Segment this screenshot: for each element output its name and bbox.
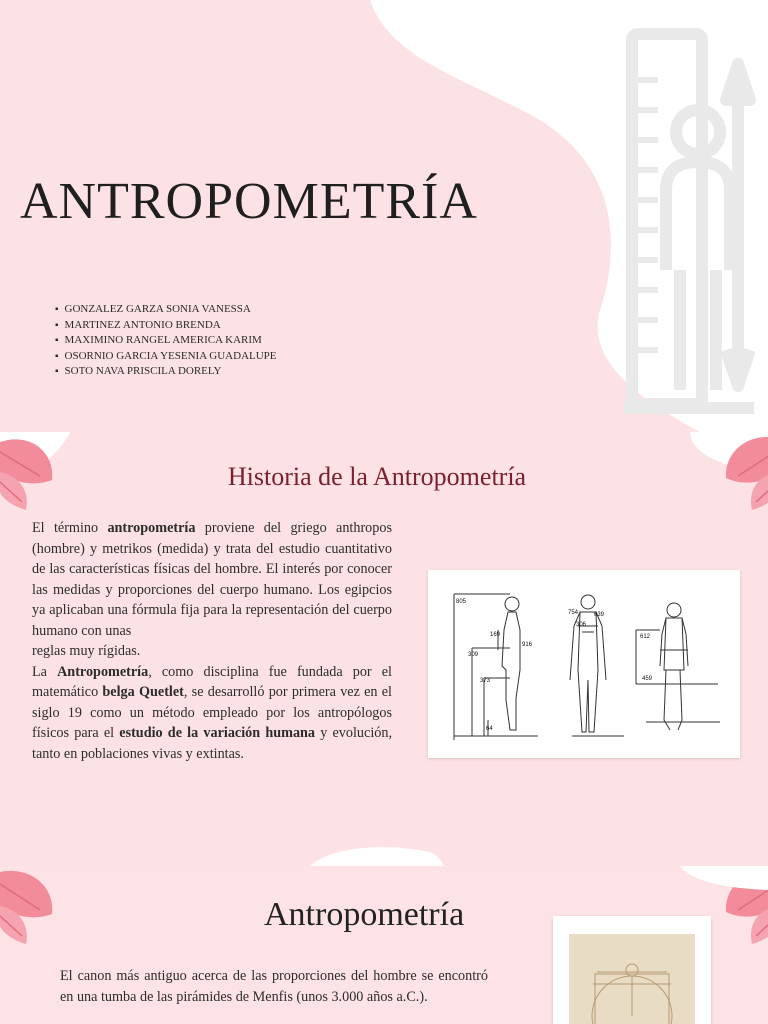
anthropometry-slide	[0, 866, 768, 1024]
dim-label: 64	[486, 726, 493, 732]
paragraph: El canon más antiguo acerca de las proporciones del hombre se encontró en una tumba de las pirámides de Menfis (unos 3.000 años a.C.).	[60, 968, 488, 1005]
title-slide	[0, 0, 768, 432]
dim-label: 309	[468, 652, 479, 658]
dim-label: 306	[576, 622, 587, 628]
history-text: El término antropometría proviene del griego anthropos (hombre) y metrikos (medida) y trata del estudio cuantitativo de las características físicas del hombre. El interés por conocer las medidas y proporciones del cuerpo humano. Los egipcios ya aplicaban una fórmula fija para la representación del cuerpo humano con unas reglas muy rígidas. La Antropometría, como disciplina fue fundada por el matemático belga Quetlet, se desarrolló por primera vez en el siglo 19 como un método empleado por los antropólogos físicos para el estudio de la variación humana y evolución, tanto en poblaciones vivas y extintas.	[32, 520, 392, 762]
dim-label: 373	[480, 678, 491, 684]
vitruvian-man-icon	[553, 916, 711, 1024]
section-heading: Historia de la Antropometría	[227, 462, 527, 491]
dim-label: 459	[642, 676, 653, 682]
dim-label: 639	[594, 612, 605, 618]
measuring-person-icon	[618, 20, 768, 420]
background-shapes	[0, 866, 768, 896]
vitruvian-drawing	[553, 916, 711, 1024]
list-item: ▪ MARTINEZ ANTONIO BRENDA	[55, 318, 277, 334]
anthropometric-figure	[428, 570, 740, 758]
dim-label: 169	[490, 632, 501, 638]
dim-label: 916	[522, 642, 533, 648]
history-slide	[0, 432, 768, 866]
list-item: ▪ OSORNIO GARCIA YESENIA GUADALUPE	[55, 349, 277, 365]
list-item: ▪ GONZALEZ GARZA SONIA VANESSA	[55, 302, 277, 318]
page-title: ANTROPOMETRÍA	[20, 173, 478, 230]
section-heading: Antropometría	[264, 896, 465, 933]
dim-label: 754	[568, 610, 579, 616]
list-item: ▪ MAXIMINO RANGEL AMERICA KARIM	[55, 333, 277, 349]
body-measurements-diagram	[428, 570, 740, 758]
dim-label: 805	[456, 599, 467, 605]
dim-label: 612	[640, 634, 651, 640]
list-item: ▪ SOTO NAVA PRISCILA DORELY	[55, 364, 277, 380]
author-list	[55, 302, 277, 380]
